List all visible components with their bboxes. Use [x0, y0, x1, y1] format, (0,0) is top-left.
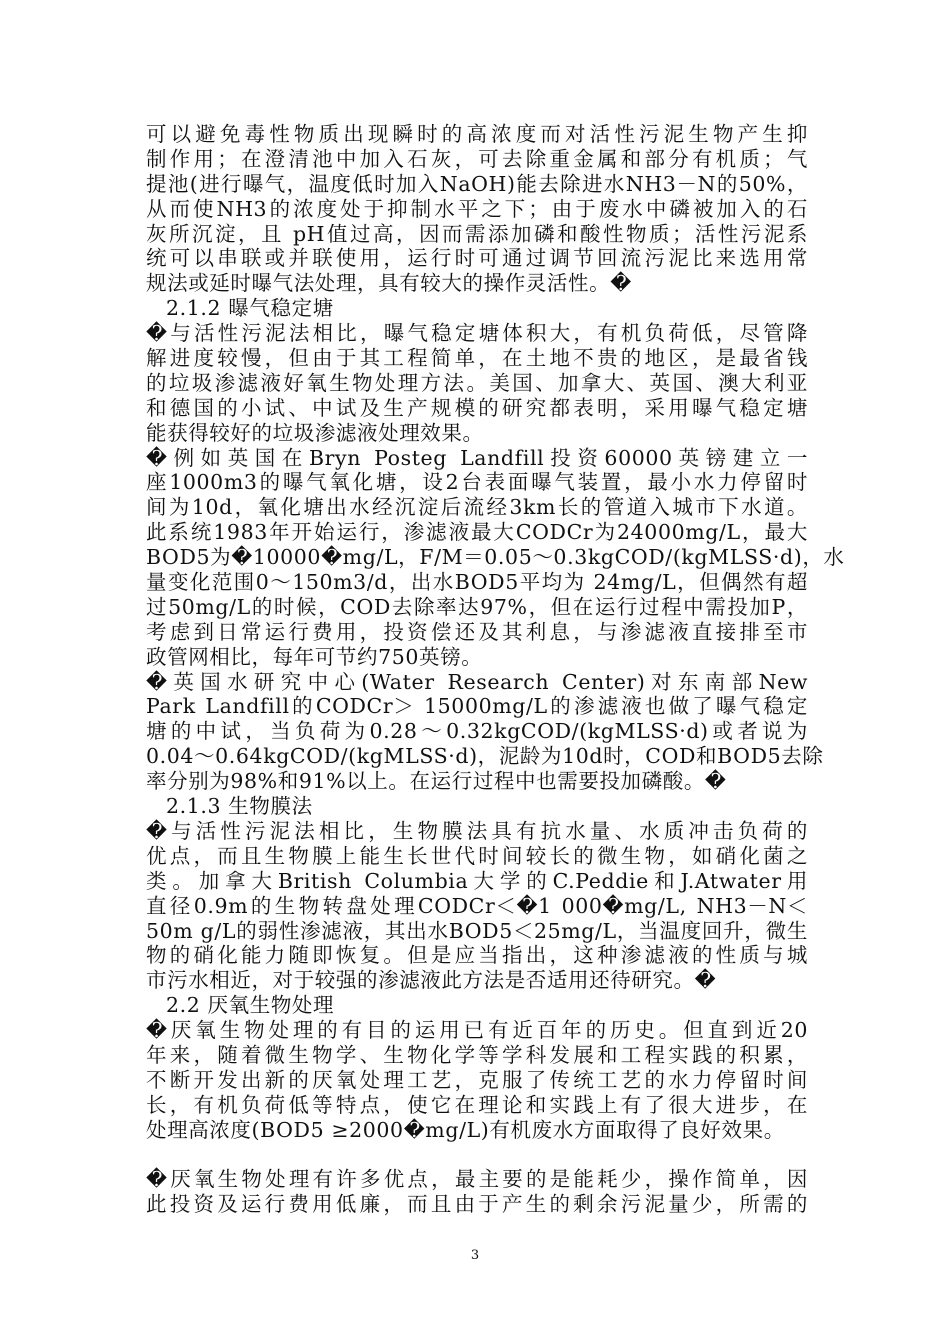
- section-heading: 2.1.2 曝气稳定塘: [166, 296, 334, 321]
- text-line: 政管网相比，每年可节约750英镑。: [146, 644, 483, 669]
- text-line: 灰所沉淀，且 pH值过高，因而需添加磷和酸性物质；活性污泥系: [146, 221, 808, 246]
- text-line: 0.04～0.64kgCOD/(kgMLSS·d)，泥龄为10d时，COD和BOD5去除: [146, 744, 824, 769]
- page-number: 3: [470, 1248, 480, 1263]
- text-line: 座1000m3的曝气氧化塘，设2台表面曝气装置，最小水力停留时: [146, 470, 808, 495]
- text-line: 直径0.9m的生物转盘处理CODCr＜�1 000�mg/L, NH3－N＜: [146, 893, 808, 918]
- text-line: 类。加拿大British Columbia大学的C.Peddie和J.Atwater用: [146, 868, 808, 893]
- text-line: �与活性污泥法相比，曝气稳定塘体积大，有机负荷低，尽管降: [146, 321, 808, 346]
- text-line: BOD5为�10000�mg/L，F/M＝0.05～0.3kgCOD/(kgMLSS·d)，水: [146, 545, 845, 570]
- text-line: �厌氧生物处理的有目的运用已有近百年的历史。但直到近20: [146, 1018, 808, 1043]
- text-line: 可以避免毒性物质出现瞬时的高浓度而对活性污泥生物产生抑: [146, 122, 808, 146]
- text-line: 间为10d，氧化塘出水经沉淀后流经3km长的管道入城市下水道。: [146, 495, 808, 520]
- text-line: 市污水相近，对于较强的渗滤液此方法是否适用还待研究。�: [146, 968, 717, 993]
- text-line: Park Landfill的CODCr＞ 15000mg/L的渗滤液也做了曝气稳定: [146, 694, 808, 719]
- text-line: 制作用；在澄清池中加入石灰，可去除重金属和部分有机质；气: [146, 146, 808, 171]
- text-line: 处理高浓度(BOD5 ≥2000�mg/L)有机废水方面取得了良好效果。: [146, 1117, 785, 1142]
- text-line: 和德国的小试、中试及生产规模的研究都表明，采用曝气稳定塘: [146, 395, 808, 420]
- text-line: 不断开发出新的厌氧处理工艺，克服了传统工艺的水力停留时间: [146, 1067, 808, 1092]
- text-line: 率分别为98%和91%以上。在运行过程中也需要投加磷酸。�: [146, 769, 727, 794]
- blank-line: [146, 1143, 808, 1168]
- text-line: 此投资及运行费用低廉，而且由于产生的剩余污泥量少，所需的: [146, 1192, 808, 1217]
- document-body: [146, 122, 845, 1217]
- text-line: �厌氧生物处理有许多优点，最主要的是能耗少，操作简单，因: [146, 1167, 808, 1192]
- text-line: 优点，而且生物膜上能生长世代时间较长的微生物，如硝化菌之: [146, 843, 808, 868]
- text-line: 从而使NH3的浓度处于抑制水平之下；由于废水中磷被加入的石: [146, 196, 808, 221]
- text-line: 物的硝化能力随即恢复。但是应当指出，这种渗滤液的性质与城: [146, 943, 808, 968]
- text-line: 年来，随着微生物学、生物化学等学科发展和工程实践的积累，: [146, 1042, 808, 1067]
- text-line: �与活性污泥法相比，生物膜法具有抗水量、水质冲击负荷的: [146, 818, 808, 843]
- text-line: 长，有机负荷低等特点，使它在理论和实践上有了很大进步，在: [146, 1092, 808, 1117]
- text-line: 解进度较慢，但由于其工程简单，在土地不贵的地区，是最省钱: [146, 346, 808, 371]
- text-line: 塘的中试，当负荷为0.28～0.32kgCOD/(kgMLSS·d)或者说为: [146, 719, 808, 744]
- section-heading: 2.2 厌氧生物处理: [166, 993, 335, 1018]
- text-line: 提池(进行曝气，温度低时加入NaOH)能去除进水NH3－N的50%，: [146, 171, 808, 196]
- text-line: 量变化范围0～150m3/d，出水BOD5平均为 24mg/L，但偶然有超: [146, 570, 808, 595]
- section-heading: 2.1.3 生物膜法: [166, 794, 313, 819]
- text-line: 考虑到日常运行费用，投资偿还及其利息，与渗滤液直接排至市: [146, 619, 808, 644]
- text-line: 过50mg/L的时候，COD去除率达97%，但在运行过程中需投加P，: [146, 594, 808, 619]
- text-line: 此系统1983年开始运行，渗滤液最大CODCr为24000mg/L，最大: [146, 520, 808, 545]
- text-line: 规法或延时曝气法处理，具有较大的操作灵活性。�: [146, 271, 632, 296]
- text-line: 统可以串联或并联使用，运行时可通过调节回流污泥比来选用常: [146, 246, 808, 271]
- text-line: �英国水研究中心(Water Research Center)对东南部New: [146, 669, 808, 694]
- text-line: 50m g/L的弱性渗滤液，其出水BOD5＜25mg/L，当温度回升，微生: [146, 918, 808, 943]
- text-line: 能获得较好的垃圾渗滤液处理效果。: [146, 420, 484, 445]
- text-line: �例如英国在Bryn Posteg Landfill投资60000英镑建立一: [146, 445, 808, 470]
- text-line: 的垃圾渗滤液好氧生物处理方法。美国、加拿大、英国、澳大利亚: [146, 370, 808, 395]
